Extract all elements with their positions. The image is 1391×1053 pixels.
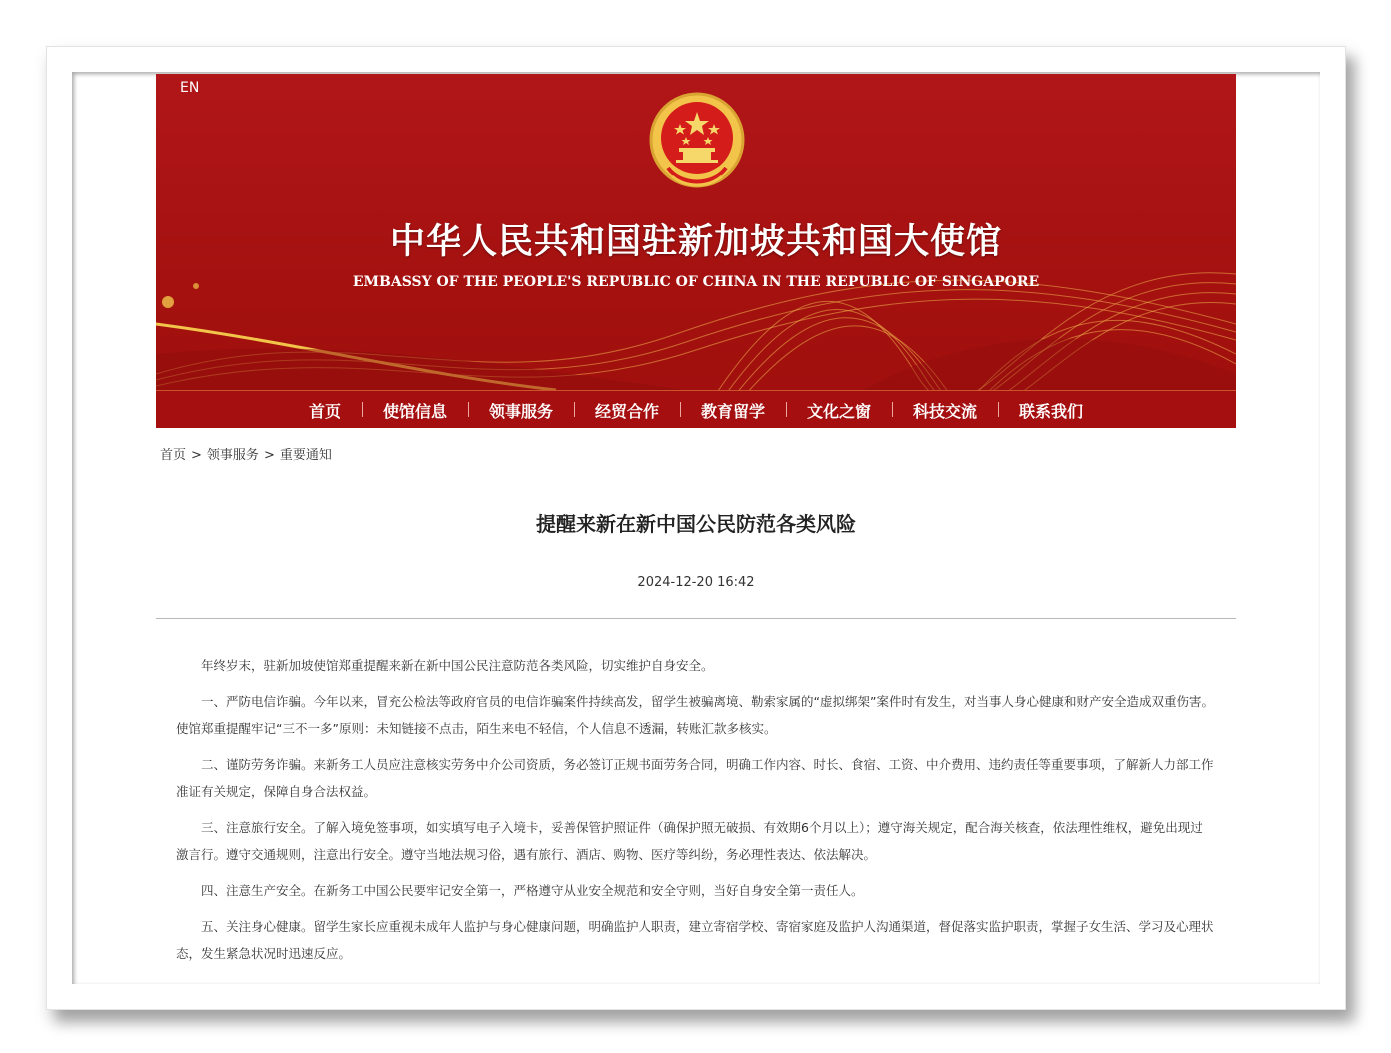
article-paragraph: 二、谨防劳务诈骗。来新务工人员应注意核实劳务中介公司资质，务必签订正规书面劳务合同，明确工作内容、时长、食宿、工资、中介费用、违约责任等重要事项，了解新人力部工作准证有关规定，保障自身合法权益。 [176,757,1214,799]
embassy-title-en: EMBASSY OF THE PEOPLE'S REPUBLIC OF CHINA IN THE REPUBLIC OF SINGAPORE [352,274,1040,290]
article-paragraph: 年终岁末，驻新加坡使馆郑重提醒来新在新中国公民注意防范各类风险，切实维护自身安全。 [201,658,714,673]
article-paragraph: 一、严防电信诈骗。今年以来，冒充公检法等政府官员的电信诈骗案件持续高发，留学生被骗离境、勒索家属的“虚拟绑架”案件时有发生，对当事人身心健康和财产安全造成双重伤害。使馆郑重提醒牢记“三不一多”原则：未知链接不点击，陌生来电不轻信，个人信息不透漏，转账汇款多核实。 [176,694,1214,736]
header-banner [156,74,1236,428]
breadcrumb [160,444,332,463]
article-date: 2024-12-20 16:42 [637,575,755,590]
breadcrumb-separator: > [263,448,275,463]
nav-item-science-tech[interactable]: 科技交流 [892,399,998,422]
nav-item-consular-services[interactable]: 领事服务 [468,399,574,422]
article-paragraph: 四、注意生产安全。在新务工中国公民要牢记安全第一，严格遵守从业安全规范和安全守则，当好自身安全第一责任人。 [201,883,864,898]
main-nav [156,390,1236,428]
article-body [176,652,1214,976]
nav-item-culture[interactable]: 文化之窗 [786,399,892,422]
nav-item-contact-us[interactable]: 联系我们 [998,399,1104,422]
embassy-title-cn: 中华人民共和国驻新加坡共和国大使馆 [389,221,1002,262]
language-switch-link[interactable]: EN [180,80,200,96]
article-paragraph: 五、关注身心健康。留学生家长应重视未成年人监护与身心健康问题，明确监护人职责，建立寄宿学校、寄宿家庭及监护人沟通渠道，督促落实监护职责，掌握子女生活、学习及心理状态，发生紧急状况时迅速反应。 [176,919,1214,961]
title-divider [156,618,1236,619]
breadcrumb-home-link[interactable]: 首页 [160,448,187,463]
page-viewport [72,72,1320,984]
photo-frame [46,46,1346,1010]
breadcrumb-current[interactable]: 重要通知 [279,448,332,463]
breadcrumb-consular-link[interactable]: 领事服务 [206,448,259,463]
article-title: 提醒来新在新中国公民防范各类风险 [536,512,856,536]
national-emblem-icon [646,90,748,194]
article-paragraph: 三、注意旅行安全。了解入境免签事项，如实填写电子入境卡，妥善保管护照证件（确保护照无破损、有效期6个月以上）；遵守海关规定，配合海关核查，依法理性维权，避免出现过激言行。遵守交通规则，注意出行安全。遵守当地法规习俗，遇有旅行、酒店、购物、医疗等纠纷，务必理性表达、依法解决。 [176,820,1203,862]
nav-item-economic-trade[interactable]: 经贸合作 [574,399,680,422]
breadcrumb-separator: > [191,448,202,463]
nav-item-embassy-info[interactable]: 使馆信息 [362,399,468,422]
nav-item-education[interactable]: 教育留学 [680,399,786,422]
nav-item-home[interactable]: 首页 [308,401,341,421]
